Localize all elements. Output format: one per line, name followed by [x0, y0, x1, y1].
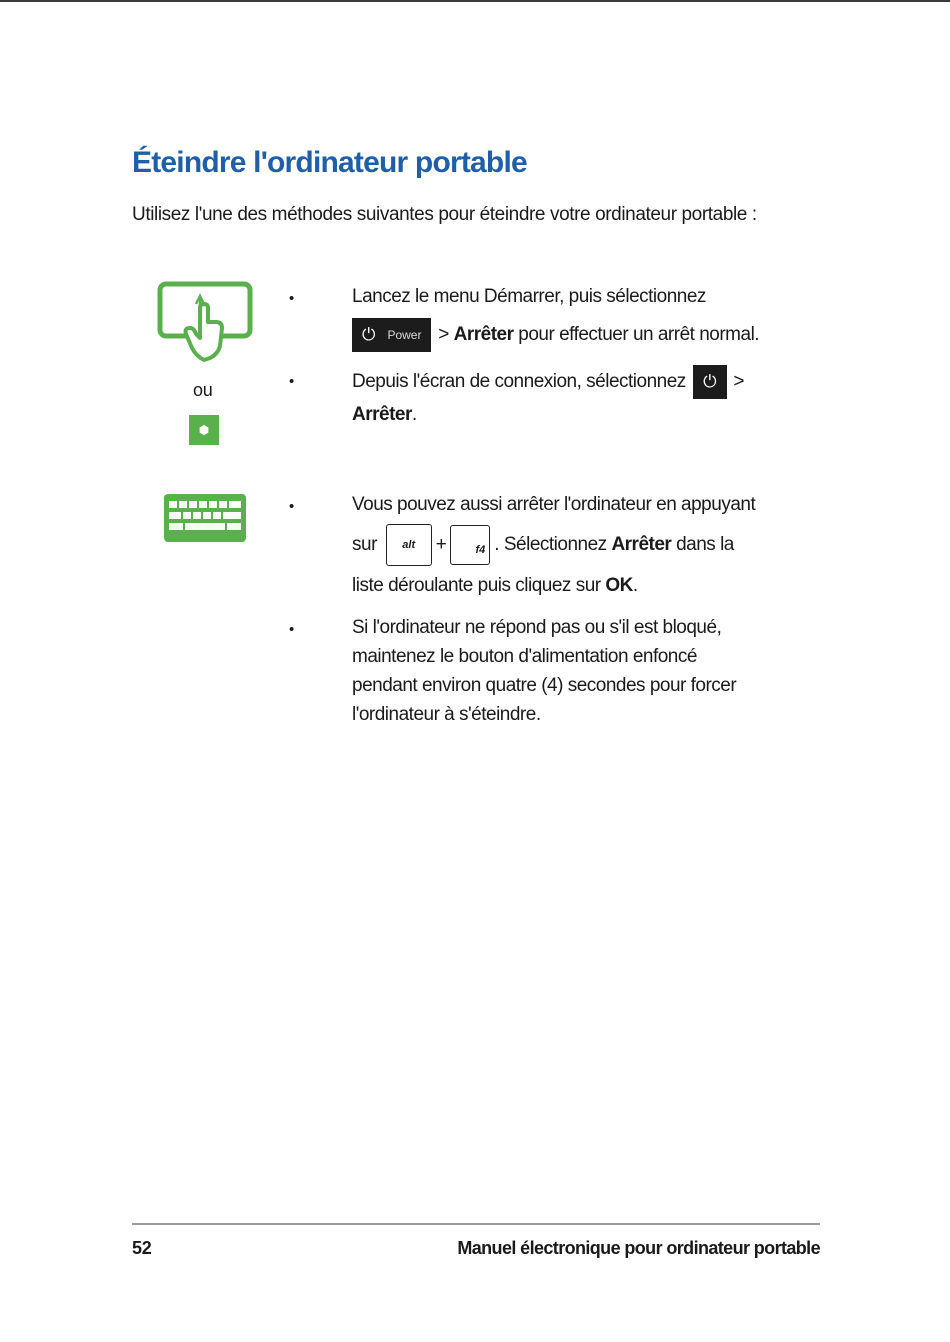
alt-key-icon: alt: [386, 524, 432, 566]
footer-rule: [132, 1223, 820, 1225]
item-1-line-1: Lancez le menu Démarrer, puis sélectionnez: [352, 286, 706, 307]
item-3-plus: +: [435, 534, 447, 555]
item-3-line-3: liste déroulante puis cliquez sur: [352, 575, 606, 596]
footer-manual-title: Manuel électronique pour ordinateur portable: [457, 1238, 820, 1258]
or-label: ou: [193, 380, 213, 400]
power-button[interactable]: [352, 318, 431, 352]
item-4-line: l'ordinateur à s'éteindre.: [352, 704, 541, 725]
item-2-gt: >: [728, 371, 744, 392]
power-button-label: Power: [387, 327, 422, 342]
top-rule: [0, 0, 950, 2]
instruction-item-1: [352, 282, 822, 353]
item-3-shutdown-label: Arrêter: [611, 534, 672, 555]
power-icon: ⏻: [703, 372, 717, 392]
start-tile-icon: ⬢: [189, 415, 219, 445]
item-3-line-1: Vous pouvez aussi arrêter l'ordinateur en appuyant: [352, 494, 756, 515]
item-3-mid2: dans la: [671, 534, 734, 555]
item-3-ok-label: OK: [605, 575, 633, 596]
item-2-period: .: [411, 404, 417, 425]
page-title: Éteindre l'ordinateur portable: [132, 146, 527, 179]
power-icon: ⏻: [362, 325, 376, 345]
item-4-line: Si l'ordinateur ne répond pas ou s'il est bloqué,: [352, 617, 722, 638]
item-1-shutdown-label: Arrêter: [453, 324, 514, 345]
item-2-shutdown-label: Arrêter: [352, 404, 412, 425]
power-square-button[interactable]: [693, 365, 727, 399]
instruction-item-2: [352, 364, 822, 429]
bullet: •: [289, 290, 295, 307]
item-1-rest: pour effectuer un arrêt normal.: [513, 324, 760, 345]
item-1-separator: >: [433, 324, 454, 345]
bullet: •: [289, 621, 295, 638]
item-3-sur: sur: [352, 534, 377, 555]
page-number: 52: [132, 1238, 152, 1258]
touch-gesture-icon: [156, 280, 254, 364]
f4-key-icon: f4: [450, 525, 490, 565]
intro-text: Utilisez l'une des méthodes suivantes pour éteindre votre ordinateur portable :: [132, 204, 757, 225]
item-4-line: maintenez le bouton d'alimentation enfoncé: [352, 646, 697, 667]
item-3-mid: . Sélectionnez: [494, 534, 612, 555]
keyboard-icon: [163, 493, 247, 543]
instruction-item-4: [352, 613, 822, 729]
item-2-text: Depuis l'écran de connexion, sélectionnez: [352, 371, 686, 392]
bullet: •: [289, 498, 295, 515]
item-4-line: pendant environ quatre (4) secondes pour forcer: [352, 675, 737, 696]
bullet: •: [289, 373, 295, 390]
instruction-item-3: [352, 490, 822, 600]
item-3-period: .: [632, 575, 638, 596]
